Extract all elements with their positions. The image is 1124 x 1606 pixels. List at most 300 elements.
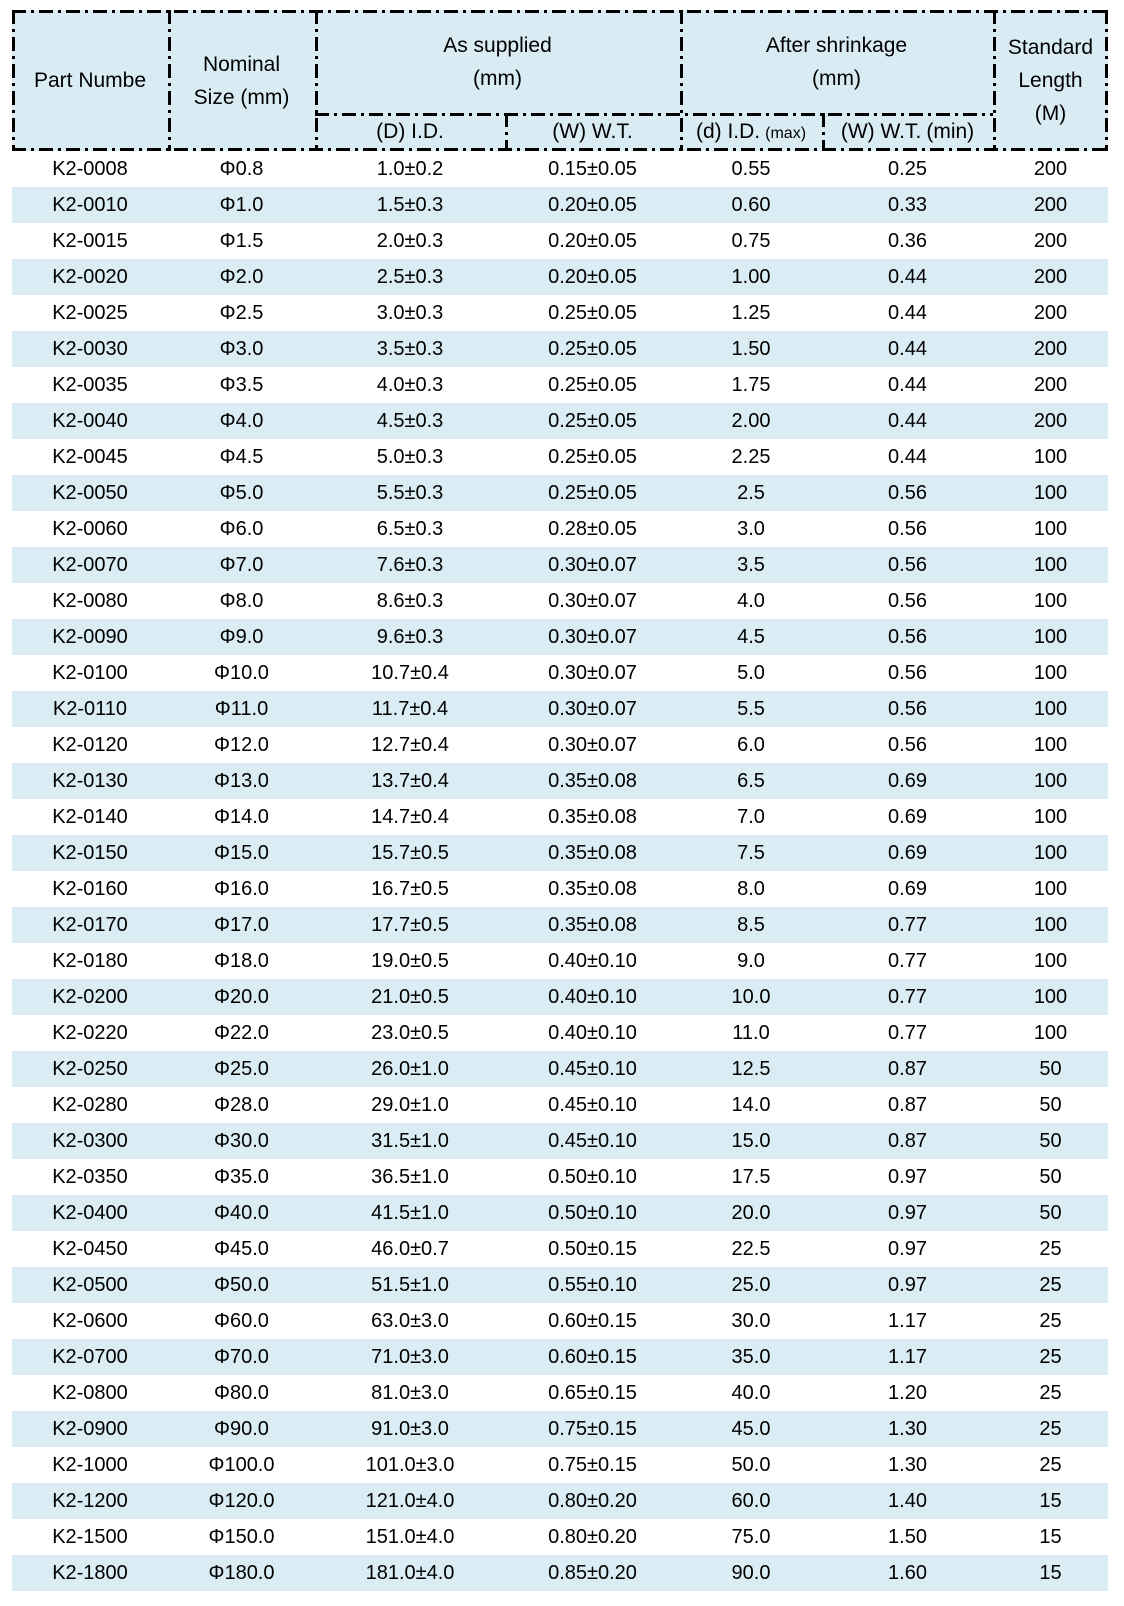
cell-standard-length: 15 bbox=[1039, 1526, 1062, 1548]
cell-nominal-size: Φ28.0 bbox=[214, 1094, 269, 1116]
cell-shrink-wt: 0.87 bbox=[888, 1130, 927, 1152]
cell-supplied-wt: 0.75±0.15 bbox=[548, 1418, 637, 1440]
cell-shrink-id: 90.0 bbox=[731, 1562, 771, 1584]
header-supplied-wt bbox=[505, 113, 680, 151]
cell-standard-length: 100 bbox=[1033, 914, 1068, 936]
cell-shrink-id: 20.0 bbox=[731, 1202, 771, 1224]
cell-part-number: K2-0015 bbox=[52, 230, 128, 252]
cell-supplied-id: 7.6±0.3 bbox=[376, 554, 444, 576]
table-row bbox=[12, 655, 1108, 691]
cell-shrink-id: 3.5 bbox=[737, 554, 765, 576]
cell-shrink-id: 4.0 bbox=[737, 590, 765, 612]
cell-nominal-size: Φ25.0 bbox=[214, 1058, 269, 1080]
cell-supplied-wt: 0.85±0.20 bbox=[548, 1562, 637, 1584]
cell-standard-length: 50 bbox=[1039, 1058, 1062, 1080]
cell-supplied-id: 2.5±0.3 bbox=[376, 266, 444, 288]
cell-supplied-wt: 0.45±0.10 bbox=[548, 1130, 637, 1152]
cell-nominal-size: Φ50.0 bbox=[214, 1274, 269, 1296]
table-header bbox=[12, 10, 1108, 151]
table-row bbox=[12, 583, 1108, 619]
cell-part-number: K2-0280 bbox=[52, 1094, 128, 1116]
cell-part-number: K2-1200 bbox=[52, 1490, 128, 1512]
cell-supplied-id: 63.0±3.0 bbox=[371, 1310, 449, 1332]
cell-supplied-id: 23.0±0.5 bbox=[371, 1022, 449, 1044]
cell-supplied-id: 31.5±1.0 bbox=[371, 1130, 449, 1152]
cell-standard-length: 200 bbox=[1033, 338, 1068, 360]
table-row bbox=[12, 1447, 1108, 1483]
table-row bbox=[12, 295, 1108, 331]
cell-part-number: K2-0180 bbox=[52, 950, 128, 972]
table-row bbox=[12, 1303, 1108, 1339]
cell-supplied-id: 71.0±3.0 bbox=[371, 1346, 449, 1368]
table-row bbox=[12, 475, 1108, 511]
cell-standard-length: 200 bbox=[1033, 266, 1068, 288]
cell-shrink-wt: 0.44 bbox=[888, 266, 927, 288]
cell-standard-length: 25 bbox=[1039, 1454, 1062, 1476]
cell-supplied-wt: 0.60±0.15 bbox=[548, 1346, 637, 1368]
cell-nominal-size: Φ100.0 bbox=[208, 1454, 275, 1476]
cell-shrink-id: 14.0 bbox=[731, 1094, 771, 1116]
table-row bbox=[12, 619, 1108, 655]
header-shrink-id-qualifier: (max) bbox=[765, 125, 807, 142]
cell-supplied-wt: 0.20±0.05 bbox=[548, 230, 637, 252]
cell-nominal-size: Φ120.0 bbox=[208, 1490, 275, 1512]
cell-shrink-id: 8.5 bbox=[737, 914, 765, 936]
cell-part-number: K2-0120 bbox=[52, 734, 128, 756]
cell-shrink-id: 8.0 bbox=[737, 878, 765, 900]
cell-nominal-size: Φ11.0 bbox=[214, 698, 269, 720]
cell-supplied-wt: 0.80±0.20 bbox=[548, 1490, 637, 1512]
cell-supplied-id: 2.0±0.3 bbox=[376, 230, 444, 252]
header-part-number-label: Part Numbe bbox=[33, 69, 147, 92]
cell-standard-length: 200 bbox=[1033, 230, 1068, 252]
cell-supplied-wt: 0.35±0.08 bbox=[548, 770, 637, 792]
cell-standard-length: 25 bbox=[1039, 1310, 1062, 1332]
cell-standard-length: 100 bbox=[1033, 626, 1068, 648]
cell-shrink-id: 7.5 bbox=[737, 842, 765, 864]
table-row bbox=[12, 943, 1108, 979]
cell-part-number: K2-0160 bbox=[52, 878, 128, 900]
header-nominal-size-line1: Nominal bbox=[202, 52, 281, 76]
table-row bbox=[12, 511, 1108, 547]
cell-shrink-id: 2.25 bbox=[731, 446, 771, 468]
cell-standard-length: 50 bbox=[1039, 1094, 1062, 1116]
header-group-as-supplied bbox=[315, 10, 680, 113]
cell-shrink-wt: 0.77 bbox=[888, 950, 927, 972]
table-row bbox=[12, 691, 1108, 727]
cell-supplied-wt: 0.28±0.05 bbox=[548, 518, 637, 540]
cell-shrink-wt: 0.69 bbox=[888, 878, 927, 900]
cell-supplied-wt: 0.20±0.05 bbox=[548, 266, 637, 288]
cell-supplied-id: 16.7±0.5 bbox=[371, 878, 449, 900]
table-row bbox=[12, 835, 1108, 871]
cell-standard-length: 50 bbox=[1039, 1166, 1062, 1188]
cell-shrink-wt: 0.44 bbox=[888, 374, 927, 396]
cell-standard-length: 100 bbox=[1033, 698, 1068, 720]
cell-nominal-size: Φ1.5 bbox=[219, 230, 264, 252]
cell-supplied-wt: 0.55±0.10 bbox=[548, 1274, 637, 1296]
cell-standard-length: 200 bbox=[1033, 374, 1068, 396]
header-standard-length-line3: (M) bbox=[1034, 102, 1067, 125]
cell-standard-length: 200 bbox=[1033, 410, 1068, 432]
cell-shrink-wt: 0.69 bbox=[888, 806, 927, 828]
header-shrink-wt-label: (W) W.T. bbox=[840, 120, 922, 143]
cell-part-number: K2-0020 bbox=[52, 266, 128, 288]
cell-part-number: K2-0060 bbox=[52, 518, 128, 540]
header-after-shrinkage-line2: (mm) bbox=[812, 66, 861, 90]
table-row bbox=[12, 1483, 1108, 1519]
cell-supplied-id: 21.0±0.5 bbox=[371, 986, 449, 1008]
cell-nominal-size: Φ150.0 bbox=[208, 1526, 275, 1548]
cell-shrink-wt: 0.97 bbox=[888, 1238, 927, 1260]
cell-part-number: K2-0035 bbox=[52, 374, 128, 396]
table-row bbox=[12, 1087, 1108, 1123]
cell-supplied-wt: 0.75±0.15 bbox=[548, 1454, 637, 1476]
cell-shrink-wt: 0.97 bbox=[888, 1202, 927, 1224]
cell-supplied-id: 4.0±0.3 bbox=[376, 374, 444, 396]
cell-shrink-wt: 0.33 bbox=[888, 194, 927, 216]
cell-supplied-wt: 0.30±0.07 bbox=[548, 590, 637, 612]
cell-supplied-wt: 0.60±0.15 bbox=[548, 1310, 637, 1332]
cell-shrink-id: 15.0 bbox=[731, 1130, 771, 1152]
cell-part-number: K2-0450 bbox=[52, 1238, 128, 1260]
cell-supplied-id: 46.0±0.7 bbox=[371, 1238, 449, 1260]
cell-supplied-id: 91.0±3.0 bbox=[371, 1418, 449, 1440]
cell-shrink-wt: 0.69 bbox=[888, 842, 927, 864]
cell-shrink-wt: 1.17 bbox=[888, 1310, 927, 1332]
table-row bbox=[12, 367, 1108, 403]
cell-supplied-id: 36.5±1.0 bbox=[371, 1166, 449, 1188]
cell-standard-length: 25 bbox=[1039, 1274, 1062, 1296]
cell-part-number: K2-0170 bbox=[52, 914, 128, 936]
cell-part-number: K2-0900 bbox=[52, 1418, 128, 1440]
table-row bbox=[12, 763, 1108, 799]
cell-shrink-wt: 0.25 bbox=[888, 158, 927, 180]
cell-part-number: K2-0025 bbox=[52, 302, 128, 324]
cell-shrink-id: 2.00 bbox=[731, 410, 771, 432]
cell-part-number: K2-0070 bbox=[52, 554, 128, 576]
cell-supplied-id: 11.7±0.4 bbox=[371, 698, 449, 720]
cell-part-number: K2-0220 bbox=[52, 1022, 128, 1044]
cell-standard-length: 25 bbox=[1039, 1382, 1062, 1404]
heat-shrink-spec-table bbox=[12, 10, 1108, 1591]
cell-supplied-wt: 0.35±0.08 bbox=[548, 806, 637, 828]
table-row bbox=[12, 331, 1108, 367]
table-row bbox=[12, 547, 1108, 583]
header-shrink-wt bbox=[822, 113, 993, 151]
cell-shrink-wt: 0.44 bbox=[888, 302, 927, 324]
cell-supplied-id: 6.5±0.3 bbox=[376, 518, 444, 540]
cell-standard-length: 50 bbox=[1039, 1202, 1062, 1224]
cell-shrink-id: 50.0 bbox=[731, 1454, 771, 1476]
cell-supplied-wt: 0.30±0.07 bbox=[548, 662, 637, 684]
cell-shrink-wt: 0.56 bbox=[888, 662, 927, 684]
cell-supplied-wt: 0.40±0.10 bbox=[548, 986, 637, 1008]
cell-supplied-wt: 0.45±0.10 bbox=[548, 1094, 637, 1116]
cell-standard-length: 15 bbox=[1039, 1562, 1062, 1584]
cell-shrink-id: 0.60 bbox=[731, 194, 771, 216]
cell-supplied-id: 13.7±0.4 bbox=[371, 770, 449, 792]
cell-nominal-size: Φ1.0 bbox=[219, 194, 264, 216]
cell-supplied-id: 1.5±0.3 bbox=[376, 194, 444, 216]
cell-part-number: K2-1800 bbox=[52, 1562, 128, 1584]
cell-nominal-size: Φ35.0 bbox=[214, 1166, 269, 1188]
cell-part-number: K2-0300 bbox=[52, 1130, 128, 1152]
cell-supplied-id: 5.0±0.3 bbox=[376, 446, 444, 468]
cell-shrink-id: 22.5 bbox=[731, 1238, 771, 1260]
table-row bbox=[12, 1123, 1108, 1159]
header-as-supplied-line2: (mm) bbox=[473, 66, 522, 90]
cell-shrink-wt: 1.30 bbox=[888, 1454, 927, 1476]
table-row bbox=[12, 1159, 1108, 1195]
cell-part-number: K2-0130 bbox=[52, 770, 128, 792]
cell-nominal-size: Φ10.0 bbox=[214, 662, 269, 684]
cell-part-number: K2-0500 bbox=[52, 1274, 128, 1296]
table-row bbox=[12, 1195, 1108, 1231]
header-supplied-id bbox=[315, 113, 505, 151]
cell-supplied-wt: 0.30±0.07 bbox=[548, 626, 637, 648]
table-row bbox=[12, 1375, 1108, 1411]
cell-supplied-wt: 0.50±0.10 bbox=[548, 1202, 637, 1224]
cell-standard-length: 100 bbox=[1033, 878, 1068, 900]
cell-shrink-wt: 0.69 bbox=[888, 770, 927, 792]
cell-standard-length: 25 bbox=[1039, 1418, 1062, 1440]
cell-shrink-wt: 1.17 bbox=[888, 1346, 927, 1368]
cell-supplied-wt: 0.20±0.05 bbox=[548, 194, 637, 216]
cell-nominal-size: Φ4.0 bbox=[219, 410, 264, 432]
cell-supplied-id: 151.0±4.0 bbox=[365, 1526, 455, 1548]
table-row bbox=[12, 1411, 1108, 1447]
cell-nominal-size: Φ2.5 bbox=[219, 302, 264, 324]
cell-nominal-size: Φ45.0 bbox=[214, 1238, 269, 1260]
cell-supplied-wt: 0.35±0.08 bbox=[548, 878, 637, 900]
cell-standard-length: 15 bbox=[1039, 1490, 1062, 1512]
cell-shrink-id: 4.5 bbox=[737, 626, 765, 648]
cell-supplied-id: 41.5±1.0 bbox=[371, 1202, 449, 1224]
table-row bbox=[12, 403, 1108, 439]
cell-shrink-id: 30.0 bbox=[731, 1310, 771, 1332]
cell-part-number: K2-0600 bbox=[52, 1310, 128, 1332]
cell-shrink-wt: 1.60 bbox=[888, 1562, 927, 1584]
cell-shrink-id: 0.75 bbox=[731, 230, 771, 252]
cell-part-number: K2-0110 bbox=[52, 698, 128, 720]
cell-shrink-id: 1.75 bbox=[731, 374, 771, 396]
cell-supplied-wt: 0.35±0.08 bbox=[548, 842, 637, 864]
cell-shrink-wt: 0.77 bbox=[888, 914, 927, 936]
table-row bbox=[12, 979, 1108, 1015]
cell-nominal-size: Φ80.0 bbox=[214, 1382, 269, 1404]
cell-part-number: K2-0080 bbox=[52, 590, 128, 612]
table-row bbox=[12, 871, 1108, 907]
table-row bbox=[12, 259, 1108, 295]
table-row bbox=[12, 799, 1108, 835]
cell-part-number: K2-0100 bbox=[52, 662, 128, 684]
cell-shrink-wt: 0.77 bbox=[888, 1022, 927, 1044]
header-nominal-size-line2: Size (mm) bbox=[193, 85, 290, 109]
cell-supplied-wt: 0.65±0.15 bbox=[548, 1382, 637, 1404]
header-standard-length-line2: Length bbox=[1018, 69, 1083, 92]
cell-part-number: K2-0140 bbox=[52, 806, 128, 828]
cell-supplied-id: 26.0±1.0 bbox=[371, 1058, 449, 1080]
cell-supplied-id: 15.7±0.5 bbox=[371, 842, 449, 864]
cell-supplied-id: 14.7±0.4 bbox=[371, 806, 449, 828]
cell-standard-length: 200 bbox=[1033, 302, 1068, 324]
header-shrink-wt-qualifier: (min) bbox=[926, 120, 975, 143]
cell-supplied-wt: 0.40±0.10 bbox=[548, 950, 637, 972]
header-part-number bbox=[12, 10, 168, 151]
cell-supplied-id: 29.0±1.0 bbox=[371, 1094, 449, 1116]
cell-nominal-size: Φ4.5 bbox=[219, 446, 264, 468]
table-row bbox=[12, 1015, 1108, 1051]
cell-shrink-id: 75.0 bbox=[731, 1526, 771, 1548]
cell-supplied-id: 101.0±3.0 bbox=[365, 1454, 455, 1476]
cell-standard-length: 200 bbox=[1033, 158, 1068, 180]
cell-shrink-wt: 1.40 bbox=[888, 1490, 927, 1512]
cell-standard-length: 100 bbox=[1033, 770, 1068, 792]
cell-nominal-size: Φ2.0 bbox=[219, 266, 264, 288]
cell-nominal-size: Φ17.0 bbox=[214, 914, 269, 936]
cell-shrink-id: 1.00 bbox=[731, 266, 771, 288]
cell-shrink-wt: 0.56 bbox=[888, 518, 927, 540]
table-row bbox=[12, 439, 1108, 475]
cell-supplied-id: 121.0±4.0 bbox=[365, 1490, 455, 1512]
cell-supplied-id: 1.0±0.2 bbox=[376, 158, 444, 180]
cell-shrink-wt: 1.30 bbox=[888, 1418, 927, 1440]
cell-standard-length: 100 bbox=[1033, 482, 1068, 504]
cell-part-number: K2-0200 bbox=[52, 986, 128, 1008]
cell-shrink-id: 0.55 bbox=[731, 158, 771, 180]
cell-nominal-size: Φ16.0 bbox=[214, 878, 269, 900]
cell-standard-length: 100 bbox=[1033, 950, 1068, 972]
cell-part-number: K2-0150 bbox=[52, 842, 128, 864]
header-as-supplied-line1: As supplied bbox=[443, 33, 552, 57]
cell-shrink-wt: 0.87 bbox=[888, 1094, 927, 1116]
cell-part-number: K2-0350 bbox=[52, 1166, 128, 1188]
cell-standard-length: 200 bbox=[1033, 194, 1068, 216]
table-row bbox=[12, 223, 1108, 259]
table-row bbox=[12, 1267, 1108, 1303]
cell-shrink-id: 1.50 bbox=[731, 338, 771, 360]
cell-nominal-size: Φ60.0 bbox=[214, 1310, 269, 1332]
cell-nominal-size: Φ7.0 bbox=[219, 554, 264, 576]
cell-shrink-id: 2.5 bbox=[737, 482, 765, 504]
cell-shrink-id: 45.0 bbox=[731, 1418, 771, 1440]
cell-nominal-size: Φ12.0 bbox=[214, 734, 269, 756]
cell-supplied-id: 4.5±0.3 bbox=[376, 410, 444, 432]
cell-supplied-wt: 0.50±0.15 bbox=[548, 1238, 637, 1260]
cell-supplied-wt: 0.30±0.07 bbox=[548, 734, 637, 756]
cell-shrink-wt: 0.44 bbox=[888, 446, 927, 468]
cell-part-number: K2-0008 bbox=[52, 158, 128, 180]
cell-standard-length: 25 bbox=[1039, 1238, 1062, 1260]
cell-part-number: K2-0040 bbox=[52, 410, 128, 432]
header-after-shrinkage-line1: After shrinkage bbox=[765, 33, 908, 57]
cell-part-number: K2-0010 bbox=[52, 194, 128, 216]
cell-standard-length: 100 bbox=[1033, 662, 1068, 684]
cell-nominal-size: Φ5.0 bbox=[219, 482, 264, 504]
cell-nominal-size: Φ20.0 bbox=[214, 986, 269, 1008]
cell-nominal-size: Φ8.0 bbox=[219, 590, 264, 612]
cell-shrink-id: 40.0 bbox=[731, 1382, 771, 1404]
cell-supplied-id: 8.6±0.3 bbox=[376, 590, 444, 612]
cell-shrink-wt: 1.50 bbox=[888, 1526, 927, 1548]
header-standard-length-line1: Standard bbox=[1007, 36, 1094, 59]
cell-part-number: K2-1500 bbox=[52, 1526, 128, 1548]
cell-shrink-wt: 0.87 bbox=[888, 1058, 927, 1080]
cell-supplied-wt: 0.25±0.05 bbox=[548, 482, 637, 504]
cell-part-number: K2-0700 bbox=[52, 1346, 128, 1368]
cell-nominal-size: Φ14.0 bbox=[214, 806, 269, 828]
cell-supplied-wt: 0.30±0.07 bbox=[548, 698, 637, 720]
table-row bbox=[12, 907, 1108, 943]
cell-part-number: K2-0090 bbox=[52, 626, 128, 648]
cell-supplied-id: 51.5±1.0 bbox=[371, 1274, 449, 1296]
cell-standard-length: 100 bbox=[1033, 734, 1068, 756]
cell-nominal-size: Φ0.8 bbox=[219, 158, 264, 180]
cell-shrink-id: 6.5 bbox=[737, 770, 765, 792]
cell-nominal-size: Φ9.0 bbox=[219, 626, 264, 648]
cell-shrink-wt: 1.20 bbox=[888, 1382, 927, 1404]
table-body bbox=[12, 151, 1108, 1591]
cell-shrink-wt: 0.44 bbox=[888, 338, 927, 360]
cell-nominal-size: Φ15.0 bbox=[214, 842, 269, 864]
cell-nominal-size: Φ18.0 bbox=[214, 950, 269, 972]
cell-shrink-id: 3.0 bbox=[737, 518, 765, 540]
cell-supplied-id: 10.7±0.4 bbox=[371, 662, 449, 684]
table-row bbox=[12, 1555, 1108, 1591]
table-row bbox=[12, 1519, 1108, 1555]
header-group-after-shrinkage bbox=[680, 10, 993, 113]
cell-nominal-size: Φ3.5 bbox=[219, 374, 264, 396]
cell-standard-length: 100 bbox=[1033, 986, 1068, 1008]
cell-shrink-wt: 0.77 bbox=[888, 986, 927, 1008]
cell-shrink-id: 1.25 bbox=[731, 302, 771, 324]
cell-standard-length: 100 bbox=[1033, 1022, 1068, 1044]
cell-shrink-id: 7.0 bbox=[737, 806, 765, 828]
table-row bbox=[12, 187, 1108, 223]
cell-supplied-id: 12.7±0.4 bbox=[371, 734, 449, 756]
cell-shrink-wt: 0.56 bbox=[888, 554, 927, 576]
table-row bbox=[12, 1051, 1108, 1087]
cell-shrink-id: 12.5 bbox=[731, 1058, 771, 1080]
cell-supplied-id: 81.0±3.0 bbox=[371, 1382, 449, 1404]
cell-supplied-wt: 0.80±0.20 bbox=[548, 1526, 637, 1548]
cell-supplied-id: 181.0±4.0 bbox=[365, 1562, 455, 1584]
cell-nominal-size: Φ70.0 bbox=[214, 1346, 269, 1368]
cell-supplied-wt: 0.25±0.05 bbox=[548, 374, 637, 396]
cell-standard-length: 100 bbox=[1033, 806, 1068, 828]
cell-supplied-wt: 0.35±0.08 bbox=[548, 914, 637, 936]
cell-supplied-id: 9.6±0.3 bbox=[376, 626, 444, 648]
cell-supplied-id: 3.5±0.3 bbox=[376, 338, 444, 360]
header-nominal-size bbox=[168, 10, 315, 151]
cell-standard-length: 50 bbox=[1039, 1130, 1062, 1152]
header-supplied-wt-label: (W) W.T. bbox=[552, 120, 633, 143]
cell-shrink-id: 17.5 bbox=[731, 1166, 771, 1188]
cell-shrink-id: 5.5 bbox=[737, 698, 765, 720]
cell-supplied-wt: 0.25±0.05 bbox=[548, 338, 637, 360]
cell-standard-length: 100 bbox=[1033, 590, 1068, 612]
table-row bbox=[12, 727, 1108, 763]
cell-supplied-id: 17.7±0.5 bbox=[371, 914, 449, 936]
cell-shrink-wt: 0.56 bbox=[888, 734, 927, 756]
header-standard-length bbox=[993, 10, 1108, 151]
cell-nominal-size: Φ22.0 bbox=[214, 1022, 269, 1044]
cell-standard-length: 25 bbox=[1039, 1346, 1062, 1368]
cell-nominal-size: Φ40.0 bbox=[214, 1202, 269, 1224]
cell-shrink-wt: 0.36 bbox=[888, 230, 927, 252]
cell-supplied-wt: 0.30±0.07 bbox=[548, 554, 637, 576]
